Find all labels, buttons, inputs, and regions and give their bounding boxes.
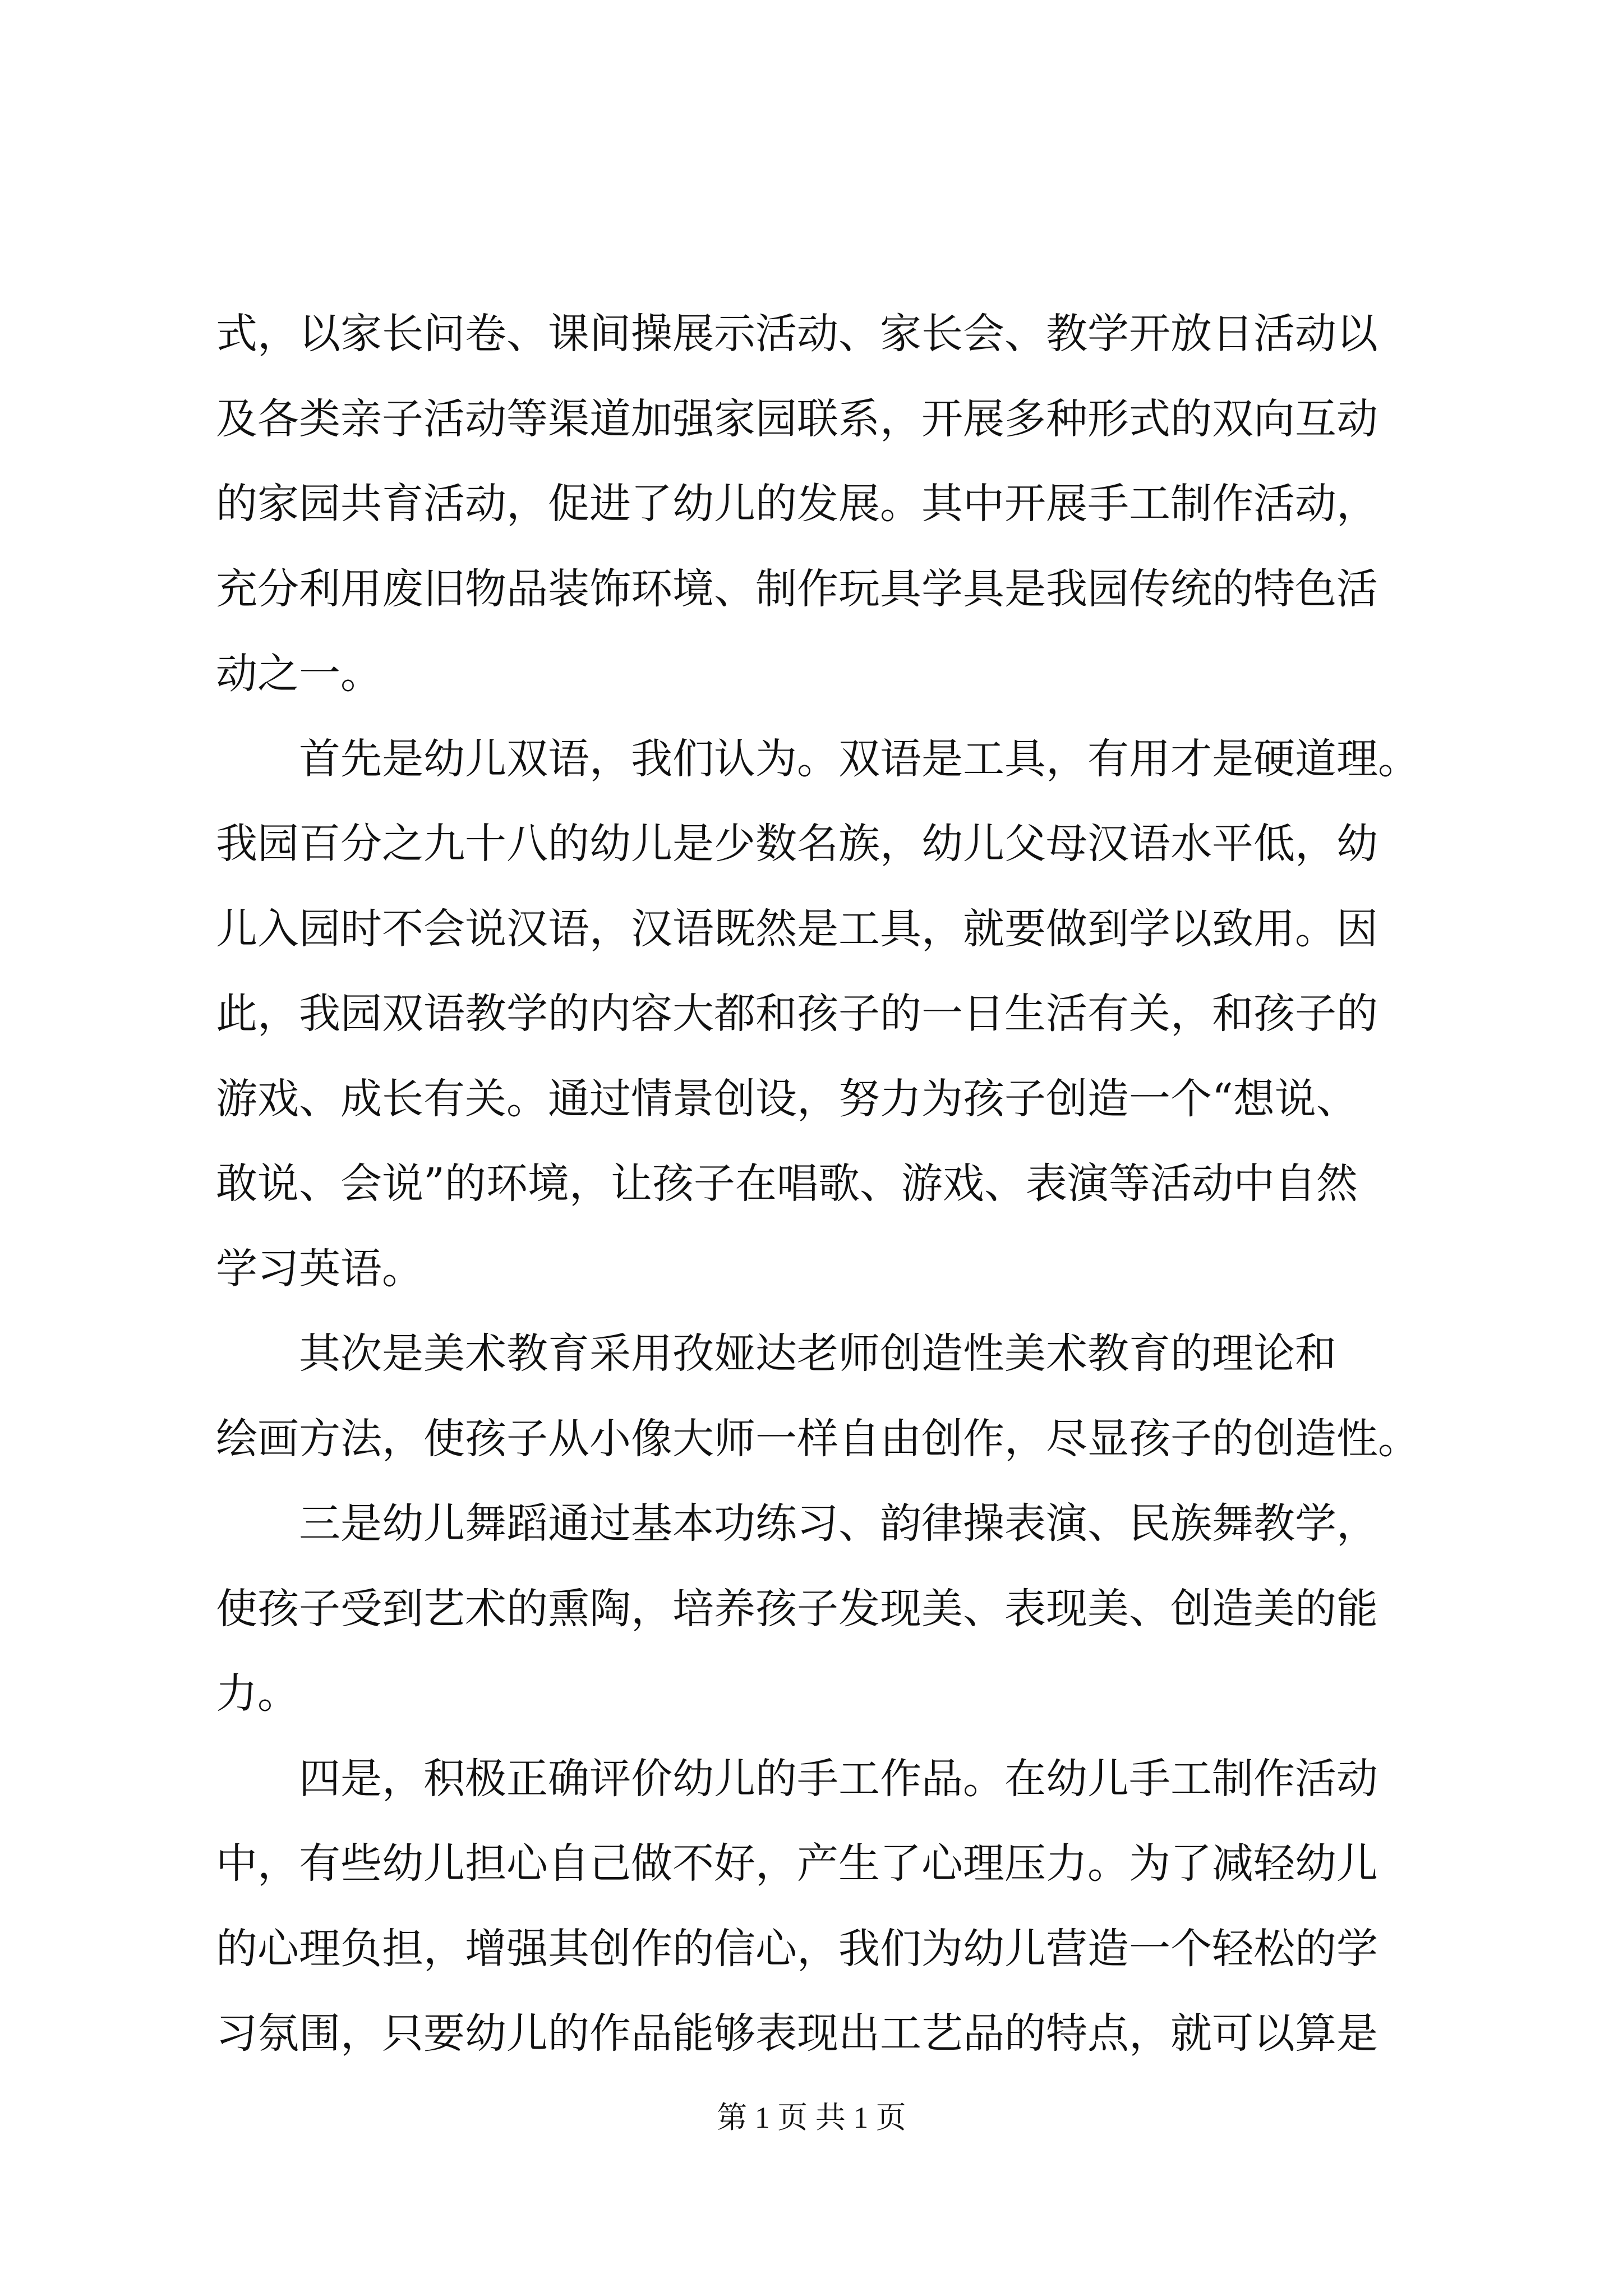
text-line: 充分利用废旧物品装饰环境、制作玩具学具是我园传统的特色活: [216, 564, 1378, 613]
text-line: 我园百分之九十八的幼儿是少数名族，幼儿父母汉语水平低，幼: [216, 820, 1378, 868]
text-line: 此，我园双语教学的内容大都和孩子的一日生活有关，和孩子的: [216, 990, 1378, 1038]
text-line: 首先是幼儿双语，我们认为。双语是工具，有用才是硬道理。: [216, 734, 1419, 783]
text-line: 其次是美术教育采用孜娅达老师创造性美术教育的理论和: [216, 1329, 1336, 1378]
text-line: 游戏、成长有关。通过情景创设，努力为孩子创造一个“想说、: [216, 1074, 1358, 1123]
text-line: 式，以家长问卷、课间操展示活动、家长会、教学开放日活动以: [216, 310, 1378, 358]
text-line: 三是幼儿舞蹈通过基本功练习、韵律操表演、民族舞教学，: [216, 1499, 1378, 1548]
text-line: 学习英语。: [216, 1244, 423, 1293]
text-line: 动之一。: [216, 650, 382, 698]
text-line: 敢说、会说”的环境，让孩子在唱歌、游戏、表演等活动中自然: [216, 1159, 1358, 1208]
text-line: 四是，积极正确评价幼儿的手工作品。在幼儿手工制作活动: [216, 1754, 1378, 1803]
text-line: 儿入园时不会说汉语，汉语既然是工具，就要做到学以致用。因: [216, 904, 1378, 953]
page-footer: 第 1 页 共 1 页: [717, 2101, 906, 2134]
text-line: 使孩子受到艺术的熏陶，培养孩子发现美、表现美、创造美的能: [216, 1584, 1378, 1633]
text-line: 中，有些幼儿担心自己做不好，产生了心理压力。为了减轻幼儿: [216, 1839, 1378, 1888]
text-line: 绘画方法，使孩子从小像大师一样自由创作，尽显孩子的创造性。: [216, 1414, 1419, 1463]
text-line: 的心理负担，增强其创作的信心，我们为幼儿营造一个轻松的学: [216, 1924, 1378, 1973]
text-line: 力。: [216, 1669, 299, 1718]
text-line: 的家园共育活动，促进了幼儿的发展。其中开展手工制作活动，: [216, 480, 1378, 528]
text-line: 及各类亲子活动等渠道加强家园联系，开展多种形式的双向互动: [216, 394, 1378, 443]
text-line: 习氛围，只要幼儿的作品能够表现出工艺品的特点，就可以算是: [216, 2009, 1378, 2058]
